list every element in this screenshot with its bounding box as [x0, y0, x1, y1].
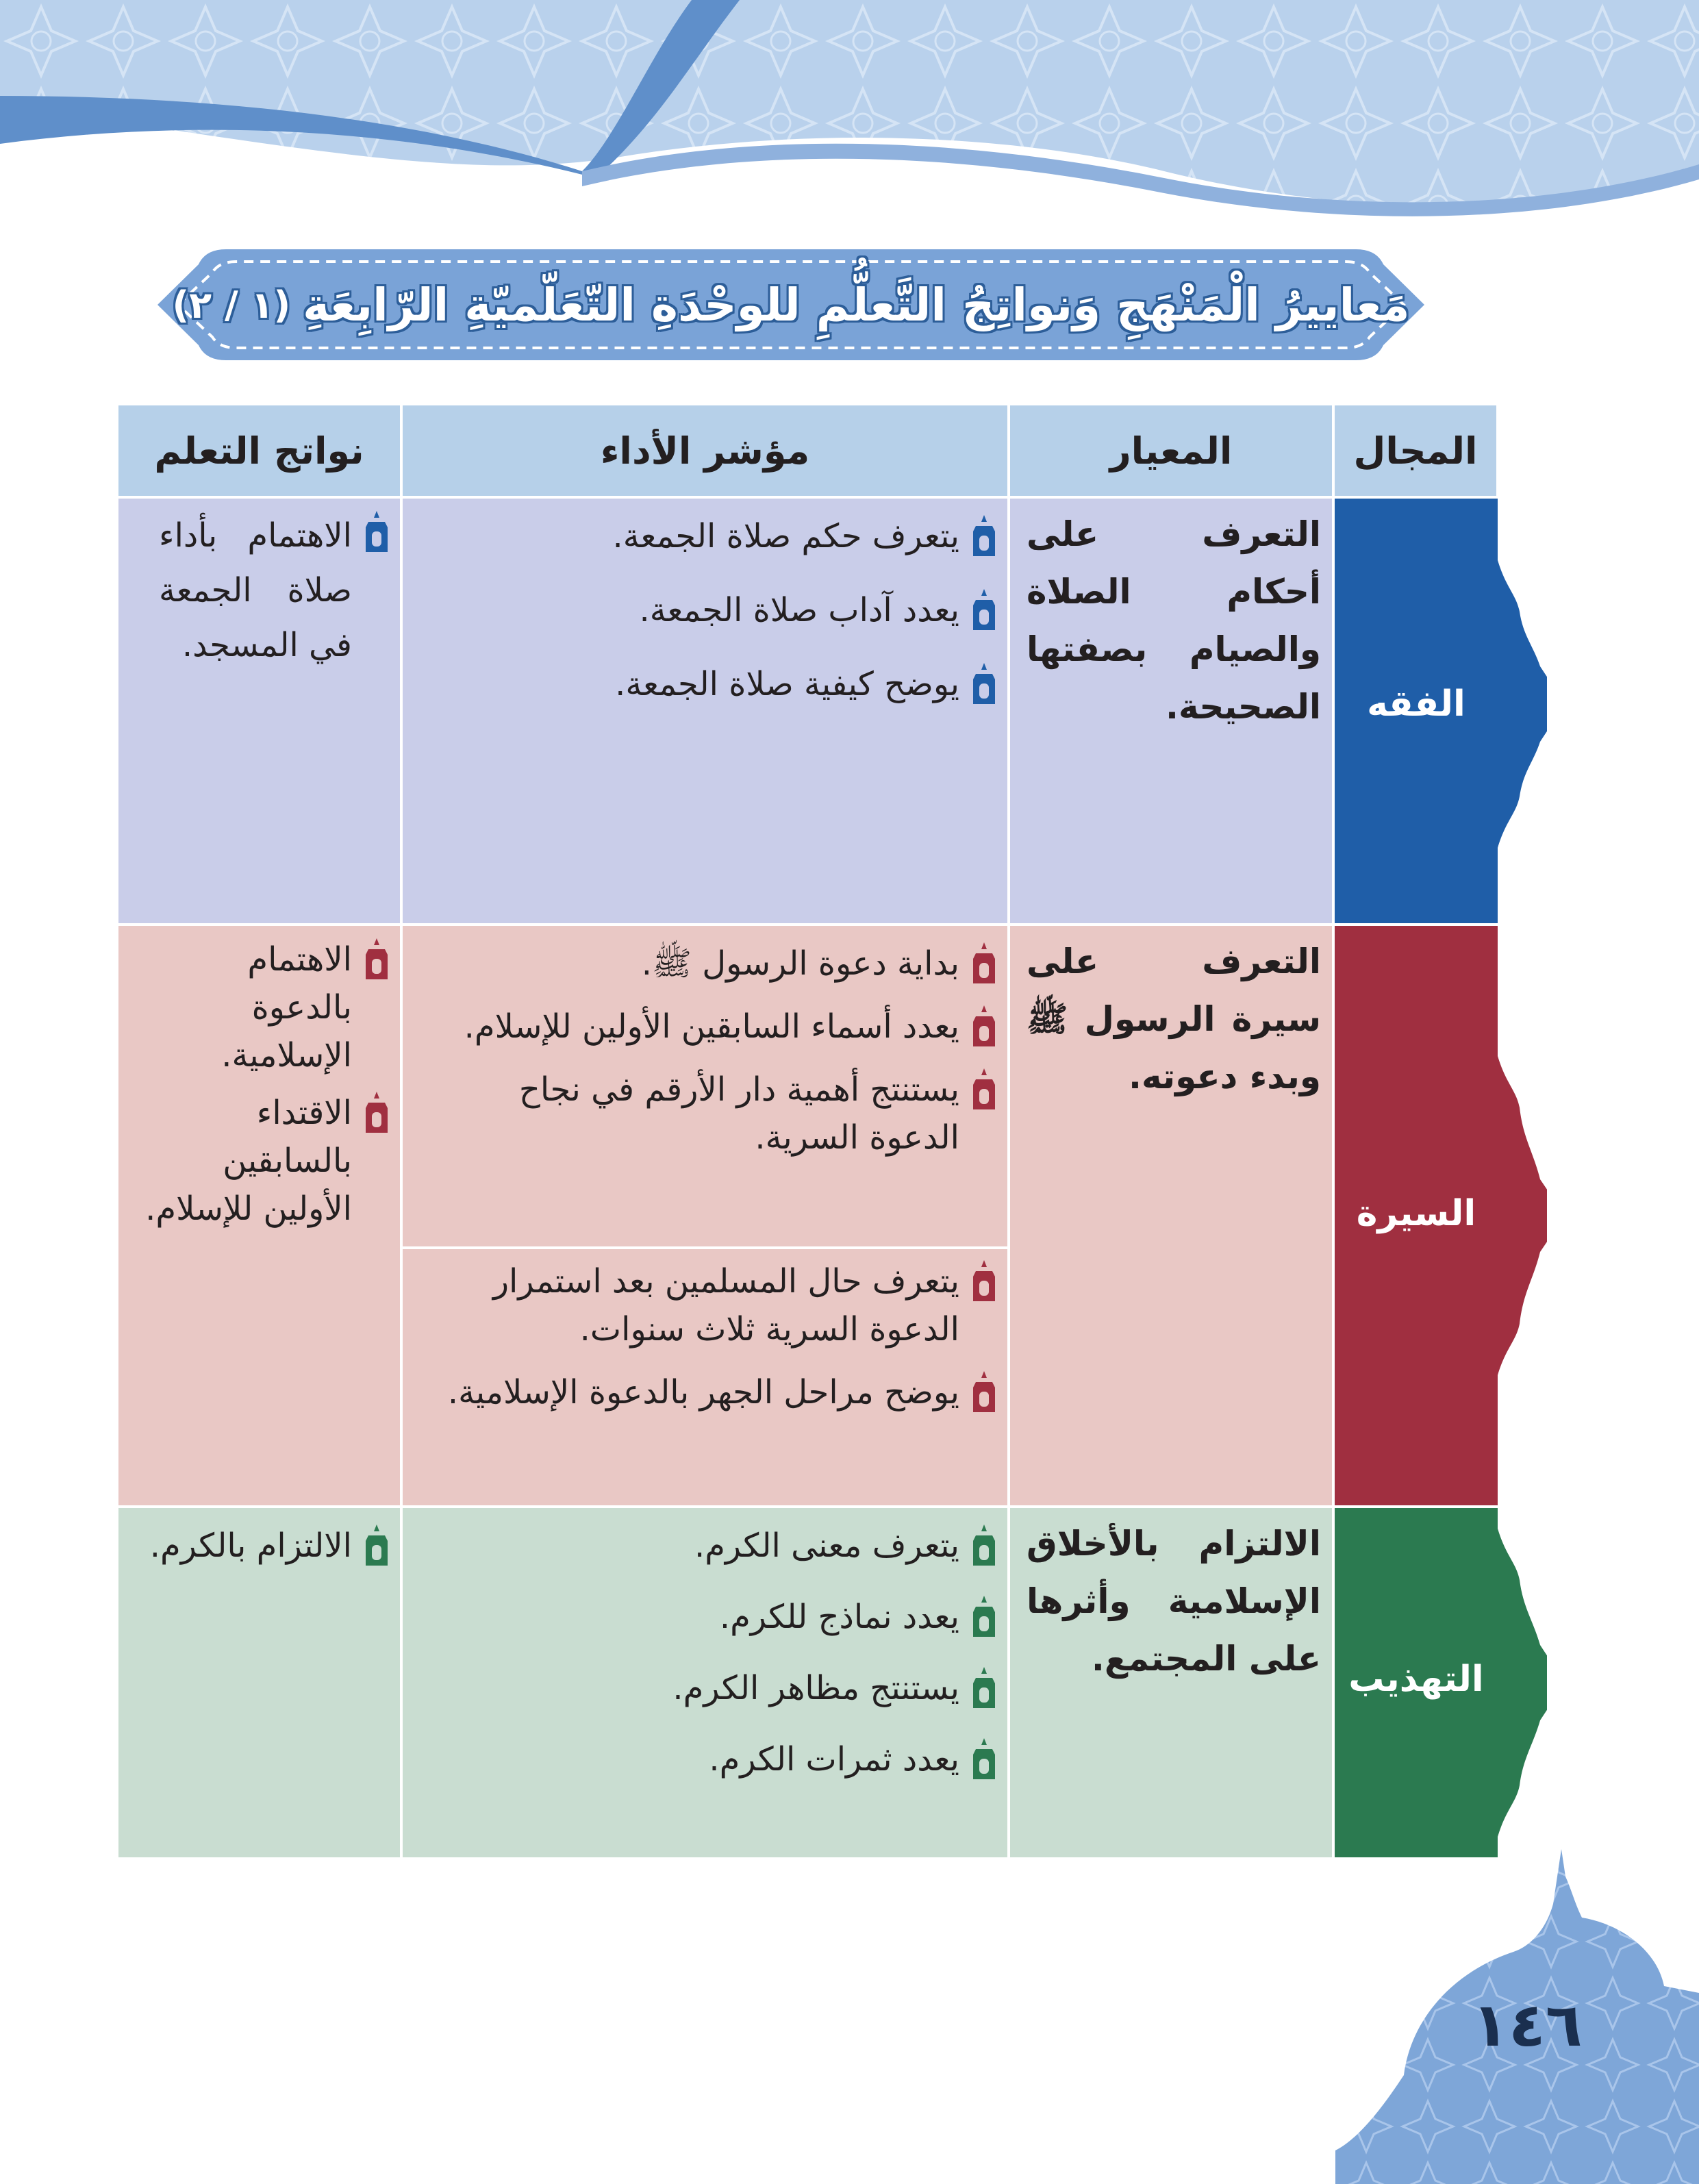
lantern-icon — [969, 1738, 999, 1783]
list-item: الاقتداء بالسابقين الأولين للإسلام. — [138, 1089, 392, 1233]
list-item: يستنتج أهمية دار الأرقم في نجاح الدعوة السرية. — [424, 1066, 999, 1162]
lantern-icon — [969, 1005, 999, 1051]
lantern-icon — [969, 589, 999, 634]
domain-cell-tahdheeb — [1335, 1508, 1547, 1857]
standard-cell-fiqh — [1010, 499, 1332, 923]
header-standard: المعيار — [1010, 405, 1332, 496]
title-part: (١ / ٢) — [172, 283, 291, 327]
lantern-icon — [362, 938, 392, 983]
lantern-icon — [969, 1068, 999, 1114]
indicators-list-fiqh — [424, 512, 999, 734]
standard-text-fiqh: التعرف على أحكام الصلاة والصيام بصفتها الصحيحة. — [1027, 514, 1321, 727]
list-item: يتعرف حال المسلمين بعد استمرار الدعوة السرية ثلاث سنوات. — [424, 1257, 999, 1353]
indicators-list-seerah-2 — [424, 1257, 999, 1442]
standard-text-seerah: التعرف على سيرة الرسول ﷺ وبدء دعوته. — [1027, 942, 1321, 1096]
lantern-icon — [969, 515, 999, 560]
header-outcomes: نواتج التعلم — [118, 405, 400, 496]
domain-label-seerah: السيرة — [1356, 1193, 1476, 1234]
domain-label-tahdheeb: التهذيب — [1348, 1659, 1484, 1700]
outcomes-cell-seerah — [118, 926, 400, 1505]
lantern-icon — [969, 1596, 999, 1641]
title-main: مَعاييرُ الْمَنْهَجِ وَنواتِجُ التَّعلُّمِ للوحْدَةِ التّعَلّميّةِ الرّابِعَةِ — [303, 278, 1410, 331]
lantern-icon — [969, 942, 999, 988]
list-item: يوضح كيفية صلاة الجمعة. — [424, 660, 999, 708]
indicators-list-tahdheeb — [424, 1522, 999, 1783]
list-item: الالتزام بالكرم. — [138, 1522, 392, 1570]
domain-label-fiqh: الفقه — [1367, 683, 1465, 725]
lantern-icon — [969, 1524, 999, 1570]
lantern-icon — [969, 1667, 999, 1712]
domain-cell-fiqh — [1335, 499, 1547, 923]
list-item: يعدد نماذج للكرم. — [424, 1593, 999, 1641]
list-item: الاهتمام بأداء صلاة الجمعة في المسجد. — [159, 508, 392, 673]
page-number: ١٤٦ — [1472, 1990, 1583, 2060]
lantern-icon — [362, 1092, 392, 1137]
lantern-icon — [969, 1260, 999, 1305]
list-item: يوضح مراحل الجهر بالدعوة الإسلامية. — [424, 1368, 999, 1416]
list-item: الاهتمام بالدعوة الإسلامية. — [138, 936, 392, 1079]
page-title — [171, 237, 1411, 373]
list-item: يعدد ثمرات الكرم. — [424, 1735, 999, 1783]
list-item: يستنتج مظاهر الكرم. — [424, 1664, 999, 1712]
lantern-icon — [969, 1371, 999, 1416]
standards-table — [118, 405, 1496, 1857]
standard-text-tahdheeb: الالتزام بالأخلاق الإسلامية وأثرها على المجتمع. — [1027, 1524, 1321, 1679]
standard-cell-seerah — [1010, 926, 1332, 1505]
domain-cell-seerah — [1335, 926, 1547, 1505]
list-item: يعدد أسماء السابقين الأولين للإسلام. — [424, 1003, 999, 1051]
outcomes-list-seerah — [138, 936, 392, 1242]
list-item: بداية دعوة الرسول ﷺ. — [424, 940, 999, 988]
lantern-icon — [969, 663, 999, 708]
indicators-cell-fiqh — [403, 499, 1007, 923]
title-banner — [130, 237, 1452, 373]
standard-cell-tahdheeb — [1010, 1508, 1332, 1857]
indicators-cell-seerah-2 — [403, 1249, 1007, 1505]
list-item: يتعرف معنى الكرم. — [424, 1522, 999, 1570]
indicators-cell-tahdheeb — [403, 1508, 1007, 1857]
list-item: يعدد آداب صلاة الجمعة. — [424, 586, 999, 634]
header-indicators: مؤشر الأداء — [403, 405, 1007, 496]
outcomes-cell-tahdheeb — [118, 1508, 400, 1857]
indicators-cell-seerah-1 — [403, 926, 1007, 1246]
top-decorative-band — [0, 0, 1699, 226]
outcomes-list-fiqh — [159, 508, 392, 682]
list-item: يتعرف حكم صلاة الجمعة. — [424, 512, 999, 560]
outcomes-cell-fiqh — [118, 499, 400, 923]
lantern-icon — [362, 1524, 392, 1570]
outcomes-list-tahdheeb — [138, 1522, 392, 1579]
header-domain: المجال — [1335, 405, 1496, 496]
indicators-list-seerah-1 — [424, 940, 999, 1162]
lantern-icon — [362, 511, 392, 556]
